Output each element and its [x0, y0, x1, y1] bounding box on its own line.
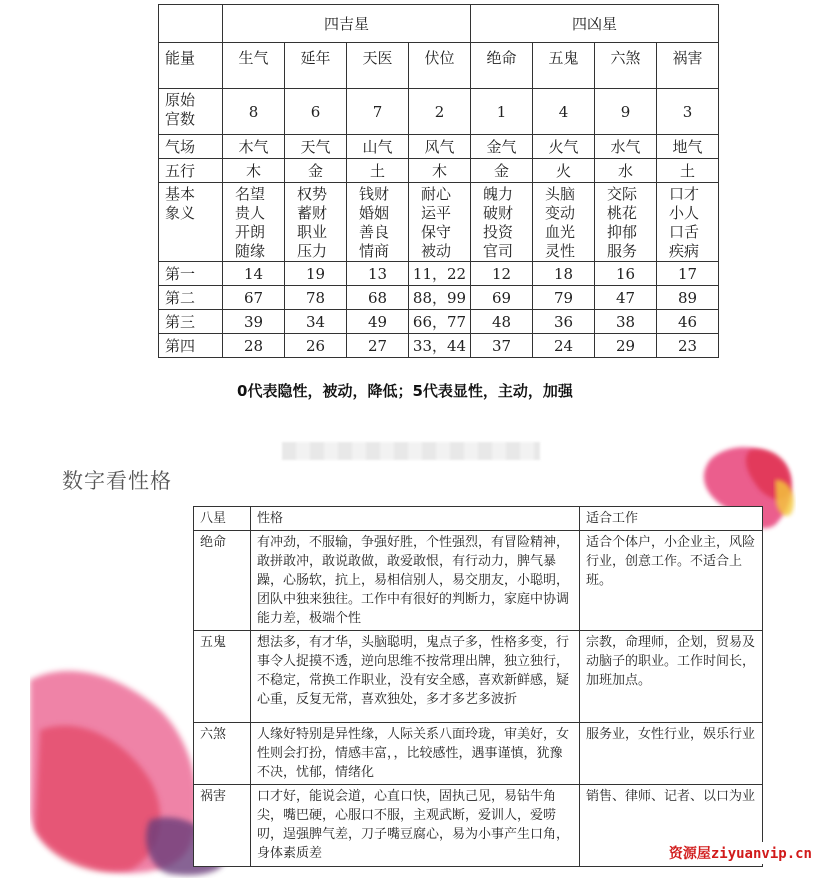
star-name: 六煞	[194, 723, 251, 785]
star-header: 五鬼	[533, 43, 595, 89]
table-cell: 78	[285, 286, 347, 310]
table-cell: 17	[657, 262, 719, 286]
table-cell: 47	[595, 286, 657, 310]
table-cell: 46	[657, 310, 719, 334]
table-cell: 土	[347, 159, 409, 183]
personality-text: 有冲劲，不服输，争强好胜，个性强烈，有冒险精神，敢拼敢冲，敢说敢做，敢爱敢恨，有行动力，脾气暴躁，心肠软，抗上，易相信别人，易交朋友，小聪明，团队中独来独往。工作中有很好的判断力，家庭中协调能力差，极端个性	[251, 531, 580, 631]
table-cell: 权势 蓄财 职业 压力	[285, 183, 347, 262]
personality-text: 口才好，能说会道，心直口快，固执己见，易钻牛角尖，嘴巴硬，心服口不服，主观武断，爱训人，爱唠叨，逞强脾气差，刀子嘴豆腐心，易为小事产生口角，身体素质差	[251, 785, 580, 867]
table-cell: 钱财 婚姻 善良 情商	[347, 183, 409, 262]
personality-text: 人缘好特别是异性缘，人际关系八面玲珑，审美好，女性则会打扮，情感丰富，，比较感性，遇事谨慎，犹豫不决，忧郁，情绪化	[251, 723, 580, 785]
table-cell: 36	[533, 310, 595, 334]
table-cell: 木气	[223, 135, 285, 159]
table-cell: 23	[657, 334, 719, 358]
table-row	[159, 262, 719, 286]
table-row	[194, 723, 763, 785]
star-name: 绝命	[194, 531, 251, 631]
row-label: 第三	[159, 310, 223, 334]
star-name: 祸害	[194, 785, 251, 867]
star-header: 天医	[347, 43, 409, 89]
table-cell: 金气	[471, 135, 533, 159]
table-row	[194, 531, 763, 631]
scale-caption: 0代表隐性，被动，降低；5代表显性，主动，加强	[237, 382, 573, 400]
group-header-lucky: 四吉星	[223, 5, 471, 43]
header-star: 八星	[194, 507, 251, 531]
suitable-work: 服务业，女性行业，娱乐行业	[580, 723, 763, 785]
table-row	[159, 89, 719, 135]
table-cell: 29	[595, 334, 657, 358]
table-cell: 68	[347, 286, 409, 310]
table-cell: 27	[347, 334, 409, 358]
table-cell: 交际 桃花 抑郁 服务	[595, 183, 657, 262]
table-row	[159, 286, 719, 310]
table-cell: 48	[471, 310, 533, 334]
header-row	[194, 507, 763, 531]
table-cell: 66，77	[409, 310, 471, 334]
star-header: 生气	[223, 43, 285, 89]
table-row	[159, 159, 719, 183]
table-cell: 口才 小人 口舌 疾病	[657, 183, 719, 262]
site-watermark: 资源屋ziyuanvip.cn	[665, 842, 816, 864]
row-label: 基本 象义	[159, 183, 223, 262]
table-cell: 耐心 运平 保守 被动	[409, 183, 471, 262]
corner-cell	[159, 5, 223, 43]
suitable-work: 销售、律师、记者、以口为业	[580, 785, 763, 867]
table-row	[159, 310, 719, 334]
suitable-work: 适合个体户，小企业主，风险行业，创意工作。不适合上班。	[580, 531, 763, 631]
eight-stars-table	[158, 4, 719, 358]
table-cell: 26	[285, 334, 347, 358]
table-cell: 19	[285, 262, 347, 286]
table-cell: 9	[595, 89, 657, 135]
header-personality: 性格	[251, 507, 580, 531]
table-cell: 金	[471, 159, 533, 183]
top-page	[0, 0, 822, 420]
table-cell: 88，99	[409, 286, 471, 310]
table-cell: 14	[223, 262, 285, 286]
row-label: 第一	[159, 262, 223, 286]
table-row	[159, 183, 719, 262]
table-cell: 魄力 破财 投资 官司	[471, 183, 533, 262]
personality-table	[193, 506, 763, 867]
energy-row	[159, 43, 719, 89]
table-cell: 7	[347, 89, 409, 135]
table-cell: 木	[223, 159, 285, 183]
table-cell: 49	[347, 310, 409, 334]
star-header: 祸害	[657, 43, 719, 89]
blurred-text-bar	[282, 442, 540, 460]
table-cell: 3	[657, 89, 719, 135]
table-cell: 金	[285, 159, 347, 183]
row-label: 气场	[159, 135, 223, 159]
table-cell: 山气	[347, 135, 409, 159]
table-cell: 38	[595, 310, 657, 334]
star-name: 五鬼	[194, 631, 251, 723]
table-cell: 水气	[595, 135, 657, 159]
table-cell: 4	[533, 89, 595, 135]
table-cell: 土	[657, 159, 719, 183]
table-cell: 37	[471, 334, 533, 358]
header-work: 适合工作	[580, 507, 763, 531]
table-cell: 8	[223, 89, 285, 135]
table-cell: 69	[471, 286, 533, 310]
table-cell: 79	[533, 286, 595, 310]
group-header-unlucky: 四凶星	[471, 5, 719, 43]
table-cell: 风气	[409, 135, 471, 159]
table-cell: 18	[533, 262, 595, 286]
row-label: 原始 宫数	[159, 89, 223, 135]
star-header: 伏位	[409, 43, 471, 89]
table-cell: 33，44	[409, 334, 471, 358]
table-cell: 39	[223, 310, 285, 334]
table-cell: 火气	[533, 135, 595, 159]
table-cell: 木	[409, 159, 471, 183]
table-cell: 11，22	[409, 262, 471, 286]
row-label: 第二	[159, 286, 223, 310]
table-cell: 16	[595, 262, 657, 286]
table-cell: 火	[533, 159, 595, 183]
star-header: 绝命	[471, 43, 533, 89]
table-cell: 名望 贵人 开朗 随缘	[223, 183, 285, 262]
table-row	[159, 135, 719, 159]
table-cell: 水	[595, 159, 657, 183]
row-label: 第四	[159, 334, 223, 358]
table-row	[194, 631, 763, 723]
personality-text: 想法多，有才华，头脑聪明，鬼点子多，性格多变，行事令人捉摸不透，逆向思维不按常理出牌，独立独行，不稳定，常换工作职业，没有安全感，喜欢新鲜感，疑心重，反复无常，喜欢独处，多才多艺多波折	[251, 631, 580, 723]
star-header: 六煞	[595, 43, 657, 89]
table-cell: 天气	[285, 135, 347, 159]
table-cell: 12	[471, 262, 533, 286]
table-cell: 头脑 变动 血光 灵性	[533, 183, 595, 262]
section-title: 数字看性格	[62, 469, 172, 493]
table-cell: 2	[409, 89, 471, 135]
table-cell: 地气	[657, 135, 719, 159]
table-cell: 6	[285, 89, 347, 135]
table-cell: 28	[223, 334, 285, 358]
table-cell: 34	[285, 310, 347, 334]
star-header: 延年	[285, 43, 347, 89]
row-label: 能量	[159, 43, 223, 89]
row-label: 五行	[159, 159, 223, 183]
table-cell: 1	[471, 89, 533, 135]
table-cell: 67	[223, 286, 285, 310]
suitable-work: 宗教，命理师，企划，贸易及动脑子的职业。工作时间长，加班加点。	[580, 631, 763, 723]
table-cell: 13	[347, 262, 409, 286]
table-cell: 89	[657, 286, 719, 310]
table-cell: 24	[533, 334, 595, 358]
table-row	[159, 334, 719, 358]
